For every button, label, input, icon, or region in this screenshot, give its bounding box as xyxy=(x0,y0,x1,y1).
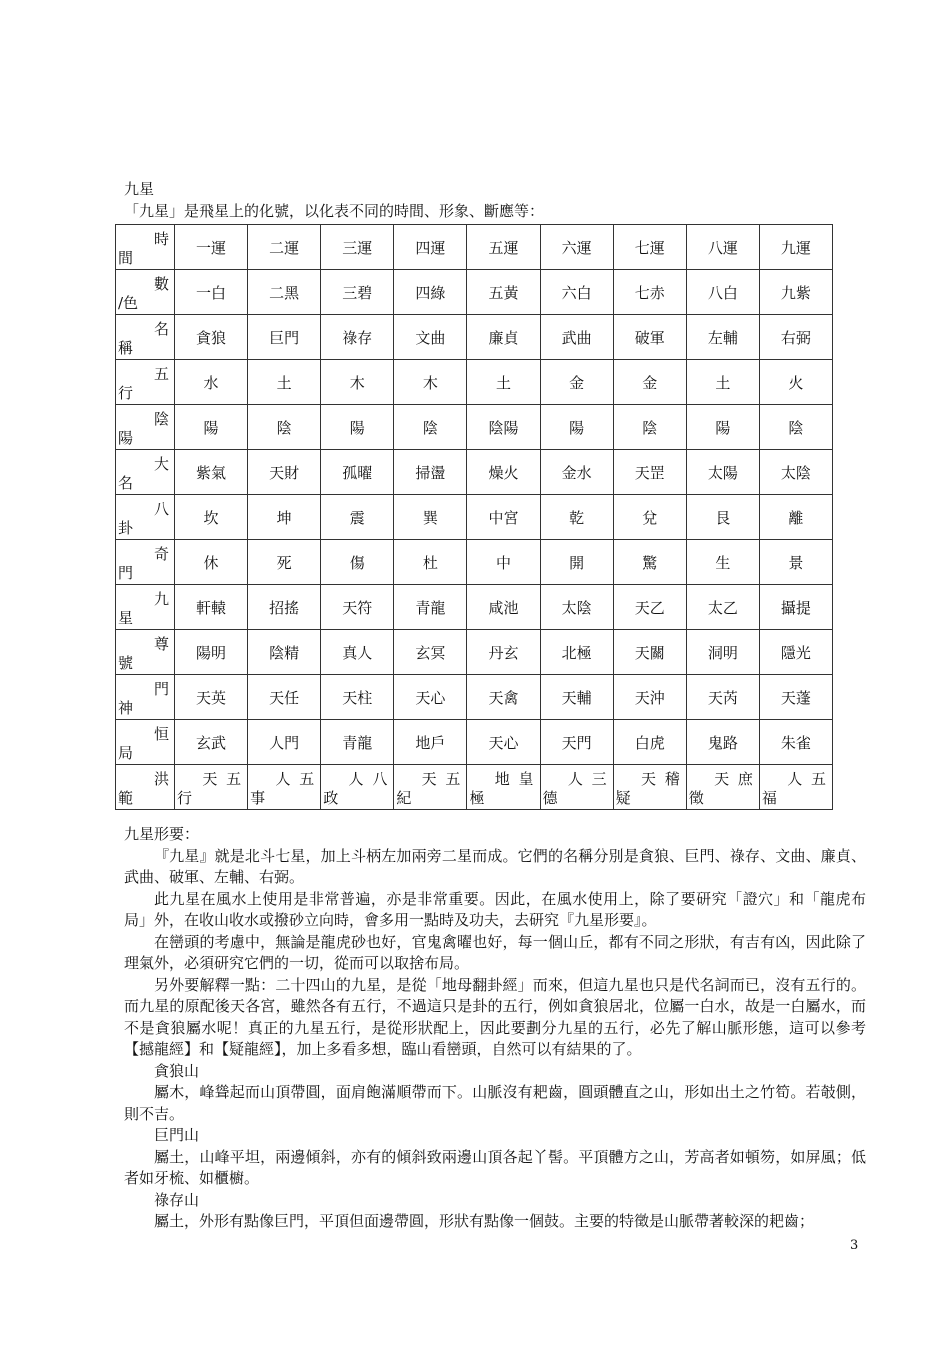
row-header-top: 尊 xyxy=(153,635,169,653)
cell-top: 天 稽 xyxy=(640,770,682,788)
row-header xyxy=(116,450,175,495)
table-cell: 土 xyxy=(467,360,540,405)
table-cell: 中 xyxy=(467,540,540,585)
table-cell: 右弼 xyxy=(759,315,832,360)
table-cell: 隱光 xyxy=(759,630,832,675)
row-header-top: 名 xyxy=(153,320,169,338)
table-cell: 太陽 xyxy=(686,450,759,495)
table-cell: 天心 xyxy=(394,675,467,720)
cell-bottom: 極 xyxy=(469,789,485,807)
table-cell: 乾 xyxy=(540,495,613,540)
row-header-top: 陰 xyxy=(153,410,169,428)
row-header xyxy=(116,585,175,630)
cell-bottom: 福 xyxy=(761,789,777,807)
table-cell xyxy=(321,765,394,810)
row-header xyxy=(116,360,175,405)
table-cell: 傷 xyxy=(321,540,394,585)
table-cell xyxy=(759,765,832,810)
cell-bottom: 事 xyxy=(250,789,266,807)
table-cell: 火 xyxy=(759,360,832,405)
row-header-top: 門 xyxy=(153,680,169,698)
cell-top: 天 五 xyxy=(421,770,463,788)
cell-top: 天 五 xyxy=(202,770,244,788)
page-number: 3 xyxy=(850,1238,859,1253)
cell-bottom: 行 xyxy=(177,789,193,807)
table-cell: 廉貞 xyxy=(467,315,540,360)
row-header xyxy=(116,720,175,765)
table-cell: 開 xyxy=(540,540,613,585)
row-header-bottom: /色 xyxy=(118,294,139,312)
row-header-top: 八 xyxy=(153,500,169,518)
table-cell: 丹玄 xyxy=(467,630,540,675)
table-cell: 紫氣 xyxy=(175,450,248,495)
table-cell: 太陰 xyxy=(759,450,832,495)
table-row xyxy=(116,270,833,315)
table-cell: 一運 xyxy=(175,225,248,270)
row-header-top: 洪 xyxy=(153,770,169,788)
table-row xyxy=(116,450,833,495)
row-header-bottom: 名 xyxy=(118,474,134,492)
table-cell: 陰 xyxy=(613,405,686,450)
row-header-bottom: 範 xyxy=(118,789,134,807)
table-cell: 震 xyxy=(321,495,394,540)
table-cell: 咸池 xyxy=(467,585,540,630)
row-header-bottom: 神 xyxy=(118,699,134,717)
table-cell: 巨門 xyxy=(248,315,321,360)
row-header xyxy=(116,315,175,360)
row-header-bottom: 陽 xyxy=(118,429,134,447)
row-header xyxy=(116,765,175,810)
row-header-top: 五 xyxy=(153,365,169,383)
table-cell: 青龍 xyxy=(394,585,467,630)
table-cell: 文曲 xyxy=(394,315,467,360)
table-cell: 九運 xyxy=(759,225,832,270)
table-cell: 陰 xyxy=(248,405,321,450)
table-cell: 真人 xyxy=(321,630,394,675)
table-cell: 坎 xyxy=(175,495,248,540)
table-cell: 陰 xyxy=(759,405,832,450)
table-cell: 攝提 xyxy=(759,585,832,630)
table-cell: 陰 xyxy=(394,405,467,450)
table-cell: 金 xyxy=(613,360,686,405)
table-cell: 天芮 xyxy=(686,675,759,720)
table-cell: 破軍 xyxy=(613,315,686,360)
table-cell: 玄武 xyxy=(175,720,248,765)
table-cell: 天禽 xyxy=(467,675,540,720)
table-cell: 天柱 xyxy=(321,675,394,720)
mountain-title: 祿存山 xyxy=(154,1190,200,1209)
table-cell: 七赤 xyxy=(613,270,686,315)
table-cell: 中宮 xyxy=(467,495,540,540)
table-cell: 四運 xyxy=(394,225,467,270)
row-header-top: 恒 xyxy=(153,725,169,743)
table-cell: 天英 xyxy=(175,675,248,720)
table-row xyxy=(116,540,833,585)
table-cell xyxy=(248,765,321,810)
body-text xyxy=(124,824,866,1233)
row-header-top: 時 xyxy=(153,230,169,248)
paragraph: 在巒頭的考慮中，無論是龍虎砂也好，官鬼禽曜也好，每一個山丘，都有不同之形狀，有吉有凶，因此除了理氣外，必須研究它們的一切，從而可以取捨布局。 xyxy=(124,932,866,972)
table-cell: 陽明 xyxy=(175,630,248,675)
table-cell: 武曲 xyxy=(540,315,613,360)
table-cell: 六運 xyxy=(540,225,613,270)
table-cell: 天乙 xyxy=(613,585,686,630)
table-cell: 地戶 xyxy=(394,720,467,765)
table-cell xyxy=(613,765,686,810)
table-cell: 七運 xyxy=(613,225,686,270)
row-header xyxy=(116,495,175,540)
table-cell: 陽 xyxy=(686,405,759,450)
table-cell xyxy=(467,765,540,810)
table-cell: 陽 xyxy=(540,405,613,450)
cell-top: 地 皇 xyxy=(494,770,536,788)
row-header xyxy=(116,270,175,315)
row-header-bottom: 稱 xyxy=(118,339,134,357)
table-row xyxy=(116,675,833,720)
row-header xyxy=(116,630,175,675)
paragraph: 屬土，外形有點像巨門，平頂但面邊帶圓，形狀有點像一個鼓。主要的特徵是山脈帶著較深的耙齒； xyxy=(154,1212,815,1230)
table-cell: 二運 xyxy=(248,225,321,270)
table-cell: 天罡 xyxy=(613,450,686,495)
table-cell: 天門 xyxy=(540,720,613,765)
row-header-bottom: 行 xyxy=(118,384,134,402)
table-row xyxy=(116,360,833,405)
table-cell: 天關 xyxy=(613,630,686,675)
cell-bottom: 徵 xyxy=(688,789,704,807)
table-cell: 死 xyxy=(248,540,321,585)
cell-top: 人 五 xyxy=(275,770,317,788)
table-cell: 一白 xyxy=(175,270,248,315)
row-header-bottom: 號 xyxy=(118,654,134,672)
cell-bottom: 疑 xyxy=(615,789,631,807)
table-cell: 朱雀 xyxy=(759,720,832,765)
table-cell: 洞明 xyxy=(686,630,759,675)
table-row xyxy=(116,225,833,270)
table-cell: 天財 xyxy=(248,450,321,495)
table-cell: 人門 xyxy=(248,720,321,765)
table-cell: 太陰 xyxy=(540,585,613,630)
table-row xyxy=(116,495,833,540)
table-cell: 三碧 xyxy=(321,270,394,315)
row-header-top: 九 xyxy=(153,590,169,608)
table-cell: 景 xyxy=(759,540,832,585)
table-cell: 招搖 xyxy=(248,585,321,630)
table-cell: 北極 xyxy=(540,630,613,675)
table-cell xyxy=(540,765,613,810)
table-cell: 土 xyxy=(248,360,321,405)
table-row xyxy=(116,630,833,675)
table-cell: 木 xyxy=(394,360,467,405)
table-cell: 天任 xyxy=(248,675,321,720)
table-cell: 八運 xyxy=(686,225,759,270)
row-header xyxy=(116,405,175,450)
table-cell: 艮 xyxy=(686,495,759,540)
section-heading: 九星 xyxy=(124,180,155,198)
table-cell: 青龍 xyxy=(321,720,394,765)
table-cell: 二黑 xyxy=(248,270,321,315)
row-header-top: 奇 xyxy=(153,545,169,563)
paragraph: 此九星在風水上使用是非常普遍，亦是非常重要。因此，在風水使用上，除了要研究「證穴」和「龍虎布局」外，在收山收水或撥砂立向時，會多用一點時及功夫，去研究『九星形要』。 xyxy=(124,889,866,929)
table-cell: 離 xyxy=(759,495,832,540)
table-cell: 木 xyxy=(321,360,394,405)
table-row xyxy=(116,720,833,765)
table-cell: 四綠 xyxy=(394,270,467,315)
table-cell: 驚 xyxy=(613,540,686,585)
table-cell: 玄冥 xyxy=(394,630,467,675)
nine-stars-table xyxy=(115,224,833,810)
table-cell: 陰陽 xyxy=(467,405,540,450)
mountain-title: 巨門山 xyxy=(154,1126,200,1144)
row-header-top: 數 xyxy=(153,275,169,293)
mountain-title: 貪狼山 xyxy=(154,1061,200,1080)
paragraph: 另外要解釋一點：二十四山的九星，是從「地母翻卦經」而來，但這九星也只是代名詞而已，沒有五行的。而九星的原配後天各宮，雖然各有五行，不過這只是卦的五行，例如貪狼居北，位屬一白水，故是一白屬水，而不是貪狼屬水呢！真正的九星五行，是從形狀配上，因此要劃分九星的五行，必先了解山脈形態，這可以參考【撼龍經】和【疑龍經】，加上多看多想，臨山看巒頭，自然可以有結果的了。 xyxy=(124,975,866,1058)
table-cell: 八白 xyxy=(686,270,759,315)
row-header-bottom: 卦 xyxy=(118,519,134,537)
paragraph: 屬土，山峰平坦，兩邊傾斜，亦有的傾斜致兩邊山頂各起丫髻。平頂體方之山，芳高者如頓笏，如屏風；低者如牙梳、如櫃櫥。 xyxy=(124,1147,866,1187)
table-cell: 杜 xyxy=(394,540,467,585)
row-header-bottom: 局 xyxy=(118,744,134,762)
table-cell xyxy=(686,765,759,810)
table-cell xyxy=(175,765,248,810)
row-header-top: 大 xyxy=(153,455,169,473)
cell-bottom: 紀 xyxy=(396,789,412,807)
table-cell: 天符 xyxy=(321,585,394,630)
table-cell: 天心 xyxy=(467,720,540,765)
table-cell: 天輔 xyxy=(540,675,613,720)
table-cell: 休 xyxy=(175,540,248,585)
table-cell: 掃盪 xyxy=(394,450,467,495)
table-cell: 孤曜 xyxy=(321,450,394,495)
table-cell: 土 xyxy=(686,360,759,405)
table-cell: 六白 xyxy=(540,270,613,315)
table-cell: 三運 xyxy=(321,225,394,270)
table-cell: 坤 xyxy=(248,495,321,540)
table-cell: 太乙 xyxy=(686,585,759,630)
row-header xyxy=(116,225,175,270)
table-cell: 五黃 xyxy=(467,270,540,315)
table-cell: 兌 xyxy=(613,495,686,540)
paragraph: 『九星』就是北斗七星，加上斗柄左加兩旁二星而成。它們的名稱分別是貪狼、巨門、祿存、文曲、廉貞、武曲、破軍、左輔、右弼。 xyxy=(124,846,866,886)
row-header xyxy=(116,540,175,585)
table-cell: 陰精 xyxy=(248,630,321,675)
cell-top: 人 五 xyxy=(787,770,828,788)
row-header-bottom: 間 xyxy=(118,249,134,267)
cell-top: 人 三 xyxy=(567,770,609,788)
table-cell: 九紫 xyxy=(759,270,832,315)
row-header-bottom: 門 xyxy=(118,564,134,582)
table-cell: 陽 xyxy=(175,405,248,450)
table-cell: 水 xyxy=(175,360,248,405)
row-header-bottom: 星 xyxy=(118,609,134,627)
table-cell: 天沖 xyxy=(613,675,686,720)
table-cell: 陽 xyxy=(321,405,394,450)
table-cell: 燥火 xyxy=(467,450,540,495)
intro-line: 「九星」是飛星上的化號，以化表不同的時間、形象、斷應等： xyxy=(124,202,545,220)
table-cell: 白虎 xyxy=(613,720,686,765)
subheading: 九星形要： xyxy=(124,825,200,843)
table-cell: 天蓬 xyxy=(759,675,832,720)
table-row xyxy=(116,765,833,810)
table-cell xyxy=(394,765,467,810)
table-cell: 五運 xyxy=(467,225,540,270)
table-cell: 金 xyxy=(540,360,613,405)
table-cell: 生 xyxy=(686,540,759,585)
row-header xyxy=(116,675,175,720)
cell-bottom: 德 xyxy=(542,789,558,807)
table-cell: 鬼路 xyxy=(686,720,759,765)
table-row xyxy=(116,585,833,630)
cell-bottom: 政 xyxy=(323,789,339,807)
table-cell: 軒轅 xyxy=(175,585,248,630)
table-row xyxy=(116,405,833,450)
table-cell: 左輔 xyxy=(686,315,759,360)
table-cell: 金水 xyxy=(540,450,613,495)
table-row xyxy=(116,315,833,360)
cell-top: 天 庶 xyxy=(714,770,755,788)
table-cell: 貪狼 xyxy=(175,315,248,360)
cell-top: 人 八 xyxy=(348,770,390,788)
table-cell: 巽 xyxy=(394,495,467,540)
table-cell: 祿存 xyxy=(321,315,394,360)
paragraph: 屬木，峰聳起而山頂帶圓，面肩飽滿順帶而下。山脈沒有耙齒，圓頭體直之山，形如出土之竹筍。若攲側，則不吉。 xyxy=(124,1083,866,1123)
